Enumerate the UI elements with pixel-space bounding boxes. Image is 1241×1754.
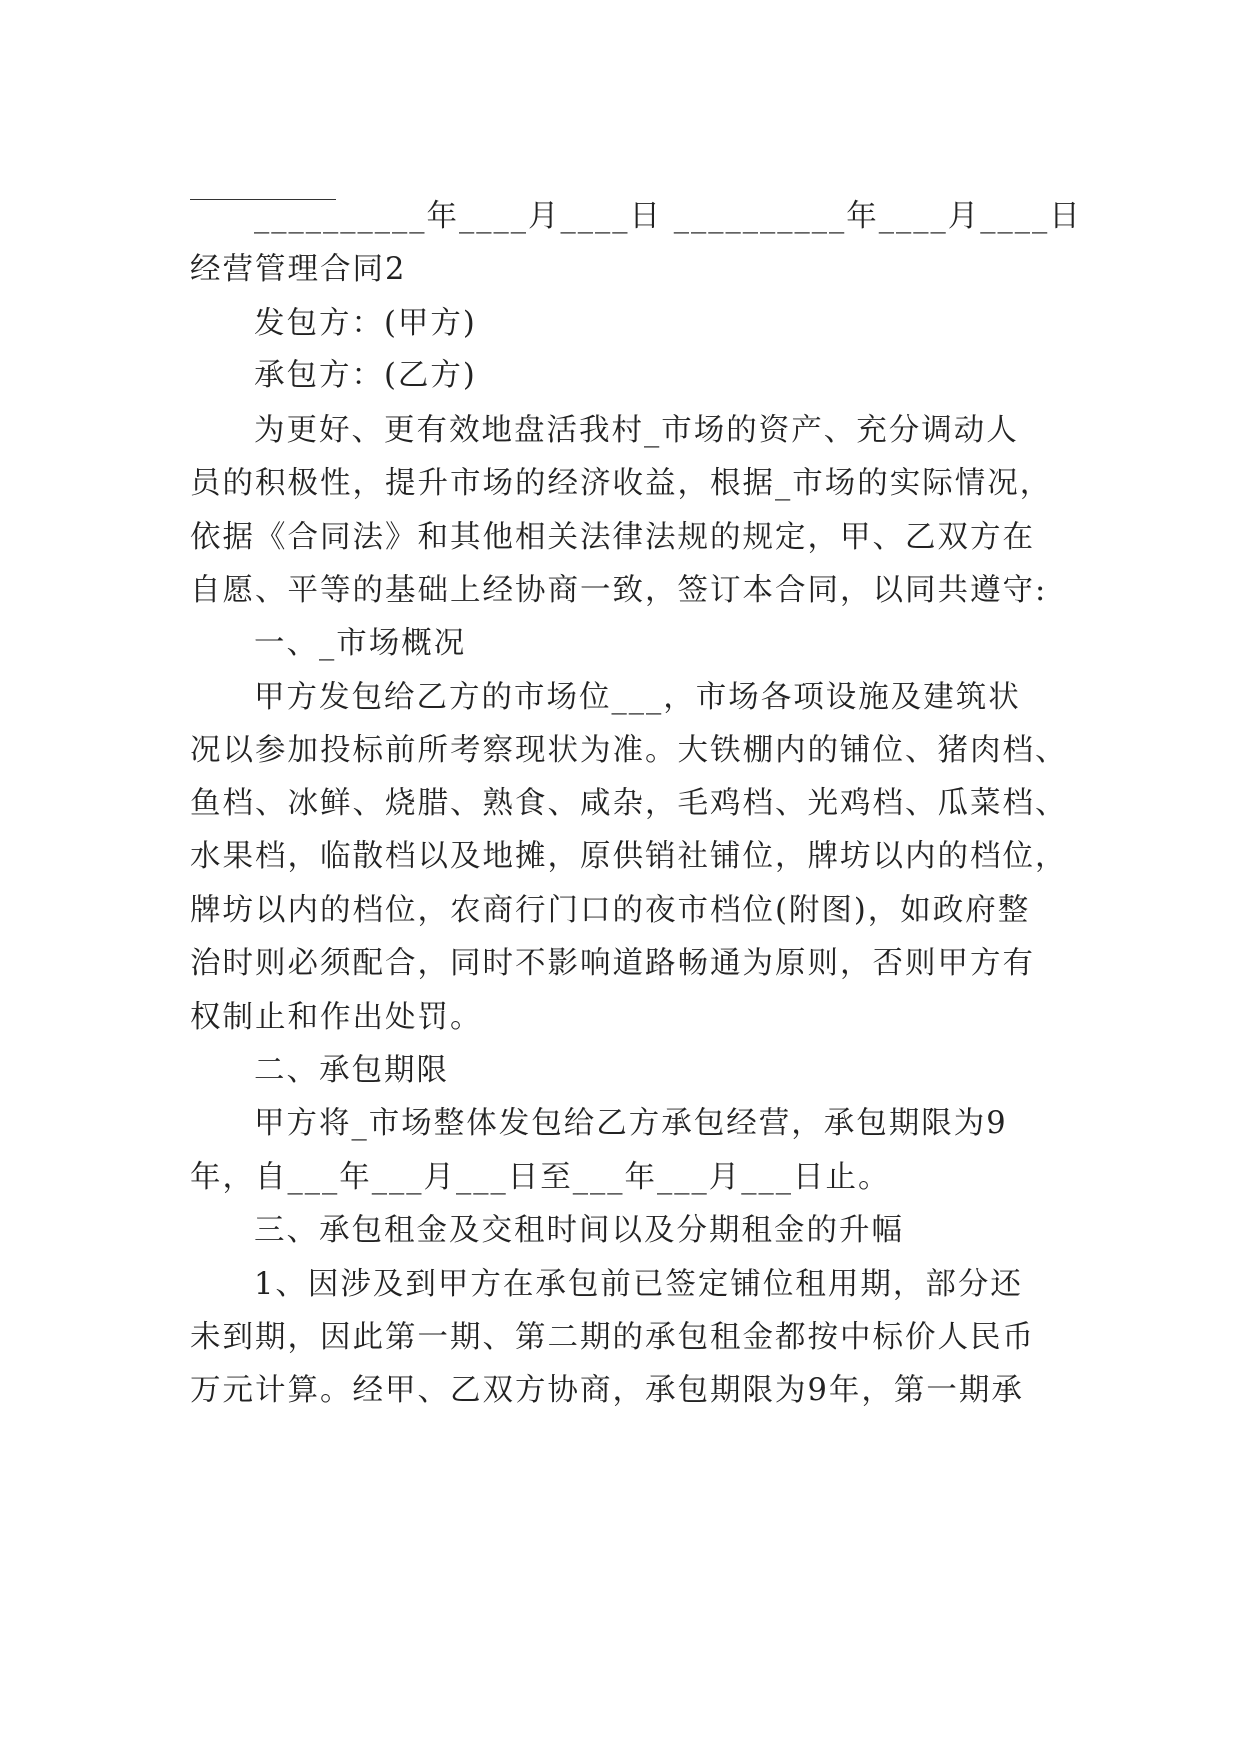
section-3-line: 万元计算。经甲、乙双方协商，承包期限为9年，第一期承 <box>190 1373 1024 1408</box>
party-a-line: 发包方：(甲方) <box>254 306 477 341</box>
intro-line: 员的积极性，提升市场的经济收益，根据_市场的实际情况， <box>190 466 1053 501</box>
section-1-line: 牌坊以内的档位，农商行门口的夜市档位(附图)，如政府整 <box>190 893 1031 928</box>
section-3-heading: 三、承包租金及交租时间以及分期租金的升幅 <box>254 1213 904 1248</box>
section-1-line: 水果档，临散档以及地摊，原供销社铺位，牌坊以内的档位， <box>190 839 1068 874</box>
section-1-line: 治时则必须配合，同时不影响道路畅通为原则，否则甲方有 <box>190 946 1035 981</box>
party-b-line: 承包方：(乙方) <box>254 358 477 393</box>
section-1-line: 鱼档、冰鲜、烧腊、熟食、咸杂，毛鸡档、光鸡档、瓜菜档、 <box>190 786 1068 821</box>
contract-title: 经营管理合同2 <box>190 252 407 287</box>
section-2-line: 年，自___年___月___日至___年___月___日止。 <box>190 1160 891 1195</box>
section-1-line: 甲方发包给乙方的市场位___，市场各项设施及建筑状 <box>254 680 1021 715</box>
section-3-line: 未到期，因此第一期、第二期的承包租金都按中标价人民币 <box>190 1320 1035 1355</box>
intro-line: 依据《合同法》和其他相关法律法规的规定，甲、乙双方在 <box>190 520 1035 555</box>
section-2-heading: 二、承包期限 <box>254 1053 449 1088</box>
section-2-line: 甲方将_市场整体发包给乙方承包经营，承包期限为9 <box>254 1106 1008 1141</box>
section-1-heading: 一、_市场概况 <box>254 626 467 661</box>
intro-line: 自愿、平等的基础上经协商一致，签订本合同，以同共遵守: <box>190 573 1048 608</box>
section-1-line: 况以参加投标前所考察现状为准。大铁棚内的铺位、猪肉档、 <box>190 733 1068 768</box>
intro-line: 为更好、更有效地盘活我村_市场的资产、充分调动人 <box>254 413 1019 448</box>
date-line: __________年____月____日 __________年____月____日 <box>254 199 1082 234</box>
section-1-line: 权制止和作出处罚。 <box>190 1000 483 1035</box>
section-3-line: 1、因涉及到甲方在承包前已签定铺位租用期，部分还 <box>254 1267 1023 1302</box>
